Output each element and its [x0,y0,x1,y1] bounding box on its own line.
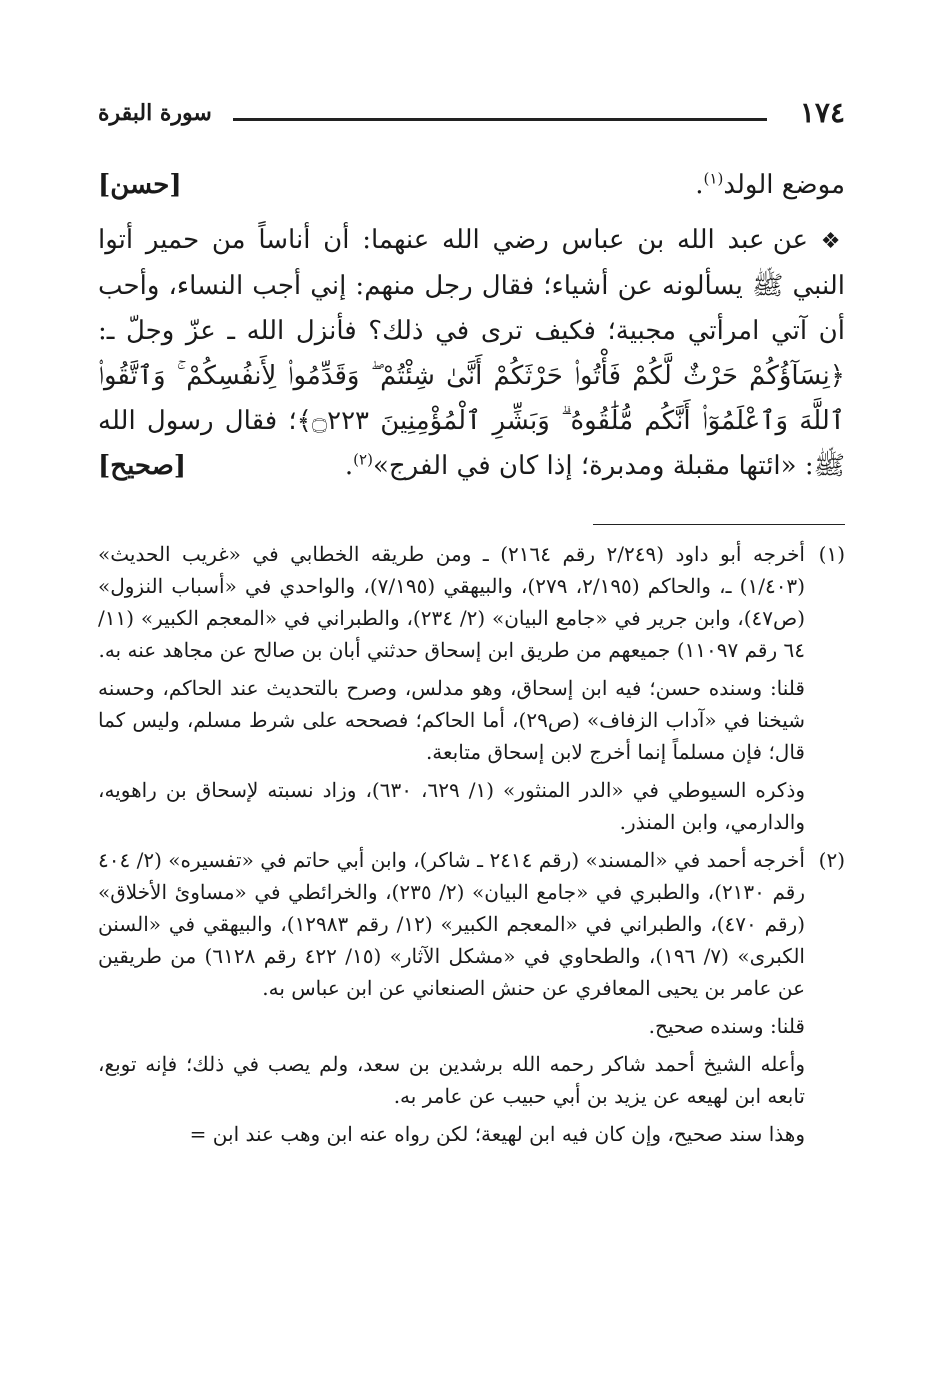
footnote-1-para-1: أخرجه أبو داود (٢/٢٤٩ رقم ٢١٦٤) ـ ومن طريقه الخطابي في «غريب الحديث» (١/٤٠٣) ـ، والحاكم (٢/١٩٥، ٢٧٩)، والبيهقي (٧/١٩٥)، والواحدي في «أسباب النزول» (ص٤٧)، وابن جرير في «جامع البيان» (٢/ ٢٣٤)، والطبراني في «المعجم الكبير» (١١/ ٦٤ رقم ١١٠٩٧) جميعهم من طريق ابن إسحاق حدثني أبان بن صالح عن مجاهد عنه به. [98,542,805,662]
footnote-1-para-2: قلنا: وسنده حسن؛ فيه ابن إسحاق، وهو مدلس، وصرح بالتحديث عند الحاكم، وحسنه شيخنا في «آداب الزفاف» (ص٢٩)، أما الحاكم؛ فصححه على شرط مسلم، وليس كما قال؛ فإن مسلماً إنما أخرج لابن إسحاق متابعة. [98,676,805,764]
main-line-1-end: . [695,170,704,200]
hadith-text-1: عن عبد الله بن عباس رضي الله عنهما: أن أناساً من حمير أتوا النبي ﷺ يسألونه عن أشياء؛ فقال رجل منهم: إني أجب النساء، وأحب أن آتي امرأتي مجبية؛ فكيف ترى في ذلك؟ فأنزل الله ـ عزّ وجلّ ـ: [98,225,845,346]
footnote-ref-2[interactable]: (٢) [353,450,373,469]
footnote-2-para-3: وأعله الشيخ أحمد شاكر رحمه الله برشدين بن سعد، ولم يصب في ذلك؛ فإنه توبع، تابعه ابن لهيعه عن يزيد بن أبي حبيب عن عامر به. [98,1052,805,1108]
page-number: ١٧٤ [799,96,845,129]
main-line-1 [98,163,845,208]
hadith-paragraph [98,218,845,489]
surah-title: سورة البقرة [98,100,212,126]
quran-verse: ﴿نِسَآؤُكُمْ حَرْثٌ لَّكُمْ فَأْتُوا۟ حَرْثَكُمْ أَنَّىٰ شِئْتُمْ ۖ وَقَدِّمُوا۟ لِأَنفُسِكُمْ ۚ وَٱتَّقُوا۟ ٱللَّهَ وَٱعْلَمُوٓا۟ أَنَّكُم مُّلَٰقُوهُ ۗ وَبَشِّرِ ٱلْمُؤْمِنِينَ ۝٢٢٣﴾ [98,361,846,436]
star-ornament-icon: ❖ [820,229,845,254]
footnote-1-number: (١) [818,542,845,566]
header-rule [233,118,767,121]
hadith-end: . [344,451,354,481]
page-header [98,96,845,140]
hadith-text-2: ؛ فقال رسول الله ﷺ: «ائتها مقبلة ومدبرة؛ إذا كان في الفرج» [98,406,845,481]
footnote-1 [98,538,845,838]
main-line-1-text: موضع الولد [723,170,845,200]
footnotes [98,538,845,1156]
footnote-2-para-2: قلنا: وسنده صحيح. [648,1014,805,1038]
footnote-2-number: (٢) [818,848,845,872]
main-text [98,163,845,489]
footnote-2-para-1: أخرجه أحمد في «المسند» (رقم ٢٤١٤ ـ شاكر)، وابن أبي حاتم في «تفسيره» (٢/ ٤٠٤ رقم ٢١٣٠)، والطبري في «جامع البيان» (٢/ ٢٣٥)، والخرائطي في «مساوئ الأخلاق» (رقم ٤٧٠)، والطبراني في «المعجم الكبير» (١٢/ رقم ١٢٩٨٣)، والبيهقي في «السنن الكبرى» (٧/ ١٩٦)، والطحاوي في «مشكل الآثار» (١٥/ ٤٢٢ رقم ٦١٢٨) من طريقين عن عامر بن يحيى المعافري عن حنش الصنعاني عن ابن عباس به. [98,848,806,1000]
footnote-ref-1[interactable]: (١) [703,169,724,188]
footnote-separator [593,524,845,525]
footnote-2-para-4: وهذا سند صحيح، وإن كان فيه ابن لهيعة؛ لكن رواه عنه ابن وهب عند ابن = [189,1122,805,1146]
grade-hasan: [حسن] [98,170,182,200]
grade-sahih: [صحيح] [98,451,187,481]
footnote-1-para-3: وذكره السيوطي في «الدر المنثور» (١/ ٦٢٩، ٦٣٠)، وزاد نسبته لإسحاق بن راهويه، والدارمي، وابن المنذر. [98,778,806,834]
footnote-2 [98,844,845,1150]
